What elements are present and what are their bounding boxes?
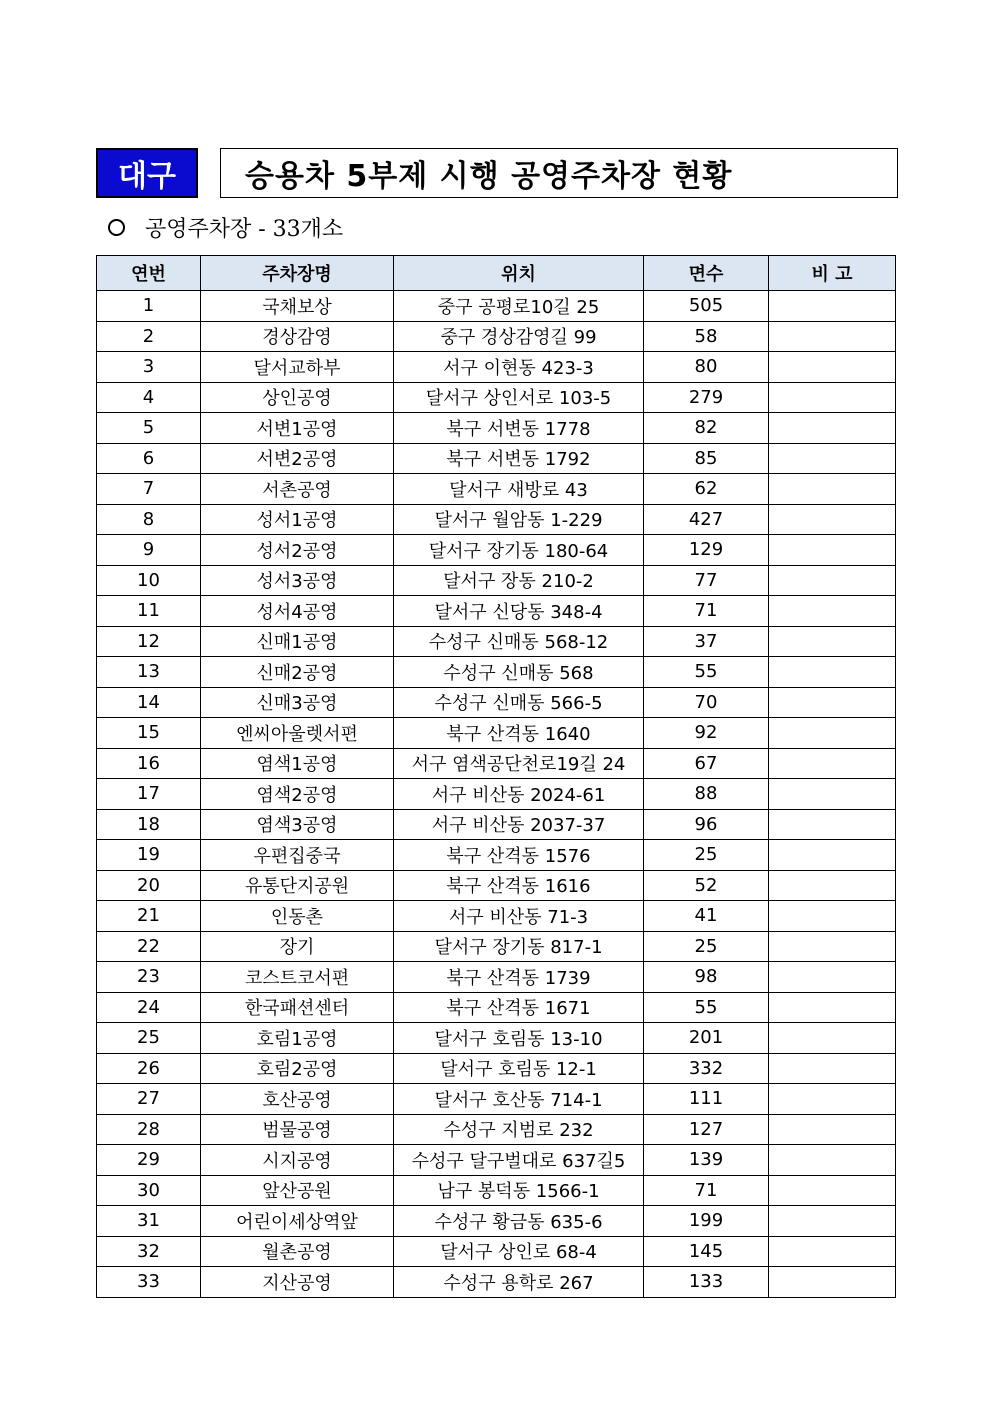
table-row — [97, 382, 896, 413]
cell-no: 4 — [97, 382, 201, 413]
cell-remarks — [769, 962, 896, 993]
cell-spaces: 139 — [644, 1145, 769, 1176]
cell-location: 서구 비산동 2024-61 — [394, 779, 644, 810]
cell-spaces: 111 — [644, 1084, 769, 1115]
cell-no: 22 — [97, 931, 201, 962]
cell-name: 앞산공원 — [201, 1175, 394, 1206]
table-row — [97, 718, 896, 749]
cell-name: 호산공영 — [201, 1084, 394, 1115]
column-header-no: 연번 — [97, 256, 201, 291]
cell-name: 호림2공영 — [201, 1053, 394, 1084]
cell-no: 19 — [97, 840, 201, 871]
cell-remarks — [769, 718, 896, 749]
cell-spaces: 85 — [644, 443, 769, 474]
cell-no: 2 — [97, 321, 201, 352]
cell-remarks — [769, 687, 896, 718]
cell-spaces: 67 — [644, 748, 769, 779]
cell-remarks — [769, 565, 896, 596]
table-row — [97, 992, 896, 1023]
cell-location: 북구 산격동 1739 — [394, 962, 644, 993]
cell-spaces: 77 — [644, 565, 769, 596]
cell-name: 서촌공영 — [201, 474, 394, 505]
cell-spaces: 88 — [644, 779, 769, 810]
table-row — [97, 596, 896, 627]
cell-no: 16 — [97, 748, 201, 779]
cell-location: 달서구 호림동 12-1 — [394, 1053, 644, 1084]
cell-remarks — [769, 1023, 896, 1054]
cell-no: 15 — [97, 718, 201, 749]
cell-location: 북구 산격동 1576 — [394, 840, 644, 871]
column-header-location: 위치 — [394, 256, 644, 291]
cell-spaces: 96 — [644, 809, 769, 840]
cell-remarks — [769, 840, 896, 871]
cell-spaces: 58 — [644, 321, 769, 352]
cell-no: 21 — [97, 901, 201, 932]
cell-no: 3 — [97, 352, 201, 383]
table-row — [97, 870, 896, 901]
cell-spaces: 199 — [644, 1206, 769, 1237]
table-row — [97, 1145, 896, 1176]
cell-location: 북구 산격동 1671 — [394, 992, 644, 1023]
cell-no: 23 — [97, 962, 201, 993]
cell-name: 서변2공영 — [201, 443, 394, 474]
cell-name: 신매2공영 — [201, 657, 394, 688]
cell-no: 13 — [97, 657, 201, 688]
cell-remarks — [769, 596, 896, 627]
cell-remarks — [769, 352, 896, 383]
cell-spaces: 25 — [644, 840, 769, 871]
cell-name: 시지공영 — [201, 1145, 394, 1176]
cell-location: 달서구 새방로 43 — [394, 474, 644, 505]
cell-spaces: 98 — [644, 962, 769, 993]
cell-no: 30 — [97, 1175, 201, 1206]
subtitle-text: 공영주차장 - 33개소 — [145, 217, 344, 242]
cell-name: 성서2공영 — [201, 535, 394, 566]
cell-location: 달서구 월암동 1-229 — [394, 504, 644, 535]
table-row — [97, 840, 896, 871]
table-header-row — [97, 256, 896, 291]
cell-location: 중구 공평로10길 25 — [394, 291, 644, 322]
table-row — [97, 779, 896, 810]
cell-spaces: 55 — [644, 657, 769, 688]
cell-no: 27 — [97, 1084, 201, 1115]
cell-remarks — [769, 931, 896, 962]
cell-location: 서구 비산동 71-3 — [394, 901, 644, 932]
cell-location: 북구 서변동 1792 — [394, 443, 644, 474]
cell-name: 우편집중국 — [201, 840, 394, 871]
cell-location: 수성구 황금동 635-6 — [394, 1206, 644, 1237]
cell-remarks — [769, 779, 896, 810]
cell-location: 남구 봉덕동 1566-1 — [394, 1175, 644, 1206]
circle-bullet-icon — [108, 219, 125, 236]
cell-name: 상인공영 — [201, 382, 394, 413]
cell-name: 신매1공영 — [201, 626, 394, 657]
cell-remarks — [769, 626, 896, 657]
cell-location: 수성구 지범로 232 — [394, 1114, 644, 1145]
cell-no: 25 — [97, 1023, 201, 1054]
table-row — [97, 535, 896, 566]
cell-remarks — [769, 1114, 896, 1145]
cell-location: 달서구 장기동 180-64 — [394, 535, 644, 566]
cell-location: 수성구 용학로 267 — [394, 1267, 644, 1298]
cell-remarks — [769, 321, 896, 352]
cell-name: 어린이세상역앞 — [201, 1206, 394, 1237]
cell-location: 수성구 달구벌대로 637길5 — [394, 1145, 644, 1176]
cell-no: 20 — [97, 870, 201, 901]
cell-location: 달서구 상인서로 103-5 — [394, 382, 644, 413]
table-row — [97, 474, 896, 505]
cell-name: 달서교하부 — [201, 352, 394, 383]
table-row — [97, 1114, 896, 1145]
cell-no: 28 — [97, 1114, 201, 1145]
cell-spaces: 201 — [644, 1023, 769, 1054]
table-row — [97, 352, 896, 383]
cell-name: 코스트코서편 — [201, 962, 394, 993]
parking-lot-table — [96, 255, 896, 1298]
table-row — [97, 1053, 896, 1084]
cell-name: 지산공영 — [201, 1267, 394, 1298]
cell-name: 유통단지공원 — [201, 870, 394, 901]
cell-name: 성서3공영 — [201, 565, 394, 596]
table-row — [97, 504, 896, 535]
column-header-spaces: 면수 — [644, 256, 769, 291]
cell-remarks — [769, 474, 896, 505]
cell-remarks — [769, 657, 896, 688]
table-row — [97, 1084, 896, 1115]
cell-no: 12 — [97, 626, 201, 657]
cell-spaces: 37 — [644, 626, 769, 657]
cell-location: 수성구 신매동 568-12 — [394, 626, 644, 657]
cell-name: 엔씨아울렛서편 — [201, 718, 394, 749]
cell-name: 염색1공영 — [201, 748, 394, 779]
table-row — [97, 1267, 896, 1298]
table-body — [97, 291, 896, 1298]
cell-remarks — [769, 809, 896, 840]
cell-location: 달서구 상인로 68-4 — [394, 1236, 644, 1267]
cell-spaces: 279 — [644, 382, 769, 413]
cell-remarks — [769, 443, 896, 474]
cell-remarks — [769, 504, 896, 535]
cell-spaces: 145 — [644, 1236, 769, 1267]
cell-location: 북구 산격동 1616 — [394, 870, 644, 901]
cell-location: 달서구 장기동 817-1 — [394, 931, 644, 962]
table-row — [97, 1206, 896, 1237]
cell-spaces: 70 — [644, 687, 769, 718]
cell-spaces: 505 — [644, 291, 769, 322]
table-row — [97, 321, 896, 352]
table-row — [97, 748, 896, 779]
table-row — [97, 1236, 896, 1267]
cell-no: 33 — [97, 1267, 201, 1298]
cell-spaces: 127 — [644, 1114, 769, 1145]
cell-no: 1 — [97, 291, 201, 322]
table-row — [97, 413, 896, 444]
cell-remarks — [769, 748, 896, 779]
cell-name: 신매3공영 — [201, 687, 394, 718]
cell-name: 장기 — [201, 931, 394, 962]
cell-spaces: 80 — [644, 352, 769, 383]
table-row — [97, 962, 896, 993]
table-row — [97, 1175, 896, 1206]
cell-remarks — [769, 870, 896, 901]
cell-location: 북구 산격동 1640 — [394, 718, 644, 749]
table-row — [97, 901, 896, 932]
cell-no: 18 — [97, 809, 201, 840]
table-row — [97, 657, 896, 688]
column-header-name: 주차장명 — [201, 256, 394, 291]
cell-name: 성서1공영 — [201, 504, 394, 535]
cell-location: 달서구 호산동 714-1 — [394, 1084, 644, 1115]
cell-location: 달서구 장동 210-2 — [394, 565, 644, 596]
cell-no: 10 — [97, 565, 201, 596]
cell-no: 31 — [97, 1206, 201, 1237]
cell-name: 한국패션센터 — [201, 992, 394, 1023]
cell-name: 범물공영 — [201, 1114, 394, 1145]
cell-no: 7 — [97, 474, 201, 505]
cell-spaces: 82 — [644, 413, 769, 444]
cell-remarks — [769, 1053, 896, 1084]
cell-remarks — [769, 1236, 896, 1267]
cell-no: 24 — [97, 992, 201, 1023]
cell-spaces: 427 — [644, 504, 769, 535]
cell-spaces: 92 — [644, 718, 769, 749]
cell-name: 인동촌 — [201, 901, 394, 932]
cell-name: 월촌공영 — [201, 1236, 394, 1267]
cell-no: 9 — [97, 535, 201, 566]
cell-no: 32 — [97, 1236, 201, 1267]
table-row — [97, 931, 896, 962]
cell-remarks — [769, 291, 896, 322]
cell-name: 서변1공영 — [201, 413, 394, 444]
cell-no: 29 — [97, 1145, 201, 1176]
cell-name: 염색3공영 — [201, 809, 394, 840]
column-header-remarks: 비 고 — [769, 256, 896, 291]
cell-remarks — [769, 992, 896, 1023]
cell-no: 17 — [97, 779, 201, 810]
cell-remarks — [769, 535, 896, 566]
cell-name: 성서4공영 — [201, 596, 394, 627]
table-row — [97, 626, 896, 657]
cell-no: 26 — [97, 1053, 201, 1084]
cell-no: 14 — [97, 687, 201, 718]
cell-location: 수성구 신매동 566-5 — [394, 687, 644, 718]
cell-spaces: 129 — [644, 535, 769, 566]
table-row — [97, 565, 896, 596]
cell-spaces: 332 — [644, 1053, 769, 1084]
cell-name: 염색2공영 — [201, 779, 394, 810]
cell-location: 서구 비산동 2037-37 — [394, 809, 644, 840]
subtitle — [108, 212, 343, 243]
cell-no: 11 — [97, 596, 201, 627]
table-row — [97, 1023, 896, 1054]
table-row — [97, 687, 896, 718]
cell-location: 달서구 신당동 348-4 — [394, 596, 644, 627]
cell-spaces: 71 — [644, 596, 769, 627]
cell-spaces: 41 — [644, 901, 769, 932]
cell-spaces: 133 — [644, 1267, 769, 1298]
cell-remarks — [769, 901, 896, 932]
cell-spaces: 62 — [644, 474, 769, 505]
cell-remarks — [769, 1267, 896, 1298]
cell-location: 서구 염색공단천로19길 24 — [394, 748, 644, 779]
cell-location: 수성구 신매동 568 — [394, 657, 644, 688]
cell-remarks — [769, 1145, 896, 1176]
page-title: 승용차 5부제 시행 공영주차장 현황 — [220, 148, 898, 198]
cell-spaces: 52 — [644, 870, 769, 901]
cell-no: 8 — [97, 504, 201, 535]
cell-location: 서구 이현동 423-3 — [394, 352, 644, 383]
cell-location: 달서구 호림동 13-10 — [394, 1023, 644, 1054]
region-badge: 대구 — [96, 148, 198, 198]
cell-remarks — [769, 1206, 896, 1237]
cell-name: 호림1공영 — [201, 1023, 394, 1054]
cell-remarks — [769, 1084, 896, 1115]
cell-location: 중구 경상감영길 99 — [394, 321, 644, 352]
cell-spaces: 25 — [644, 931, 769, 962]
table-row — [97, 809, 896, 840]
cell-name: 경상감영 — [201, 321, 394, 352]
cell-name: 국채보상 — [201, 291, 394, 322]
table-row — [97, 291, 896, 322]
cell-remarks — [769, 1175, 896, 1206]
cell-spaces: 71 — [644, 1175, 769, 1206]
cell-no: 5 — [97, 413, 201, 444]
cell-location: 북구 서변동 1778 — [394, 413, 644, 444]
cell-spaces: 55 — [644, 992, 769, 1023]
cell-remarks — [769, 382, 896, 413]
cell-remarks — [769, 413, 896, 444]
cell-no: 6 — [97, 443, 201, 474]
table-row — [97, 443, 896, 474]
